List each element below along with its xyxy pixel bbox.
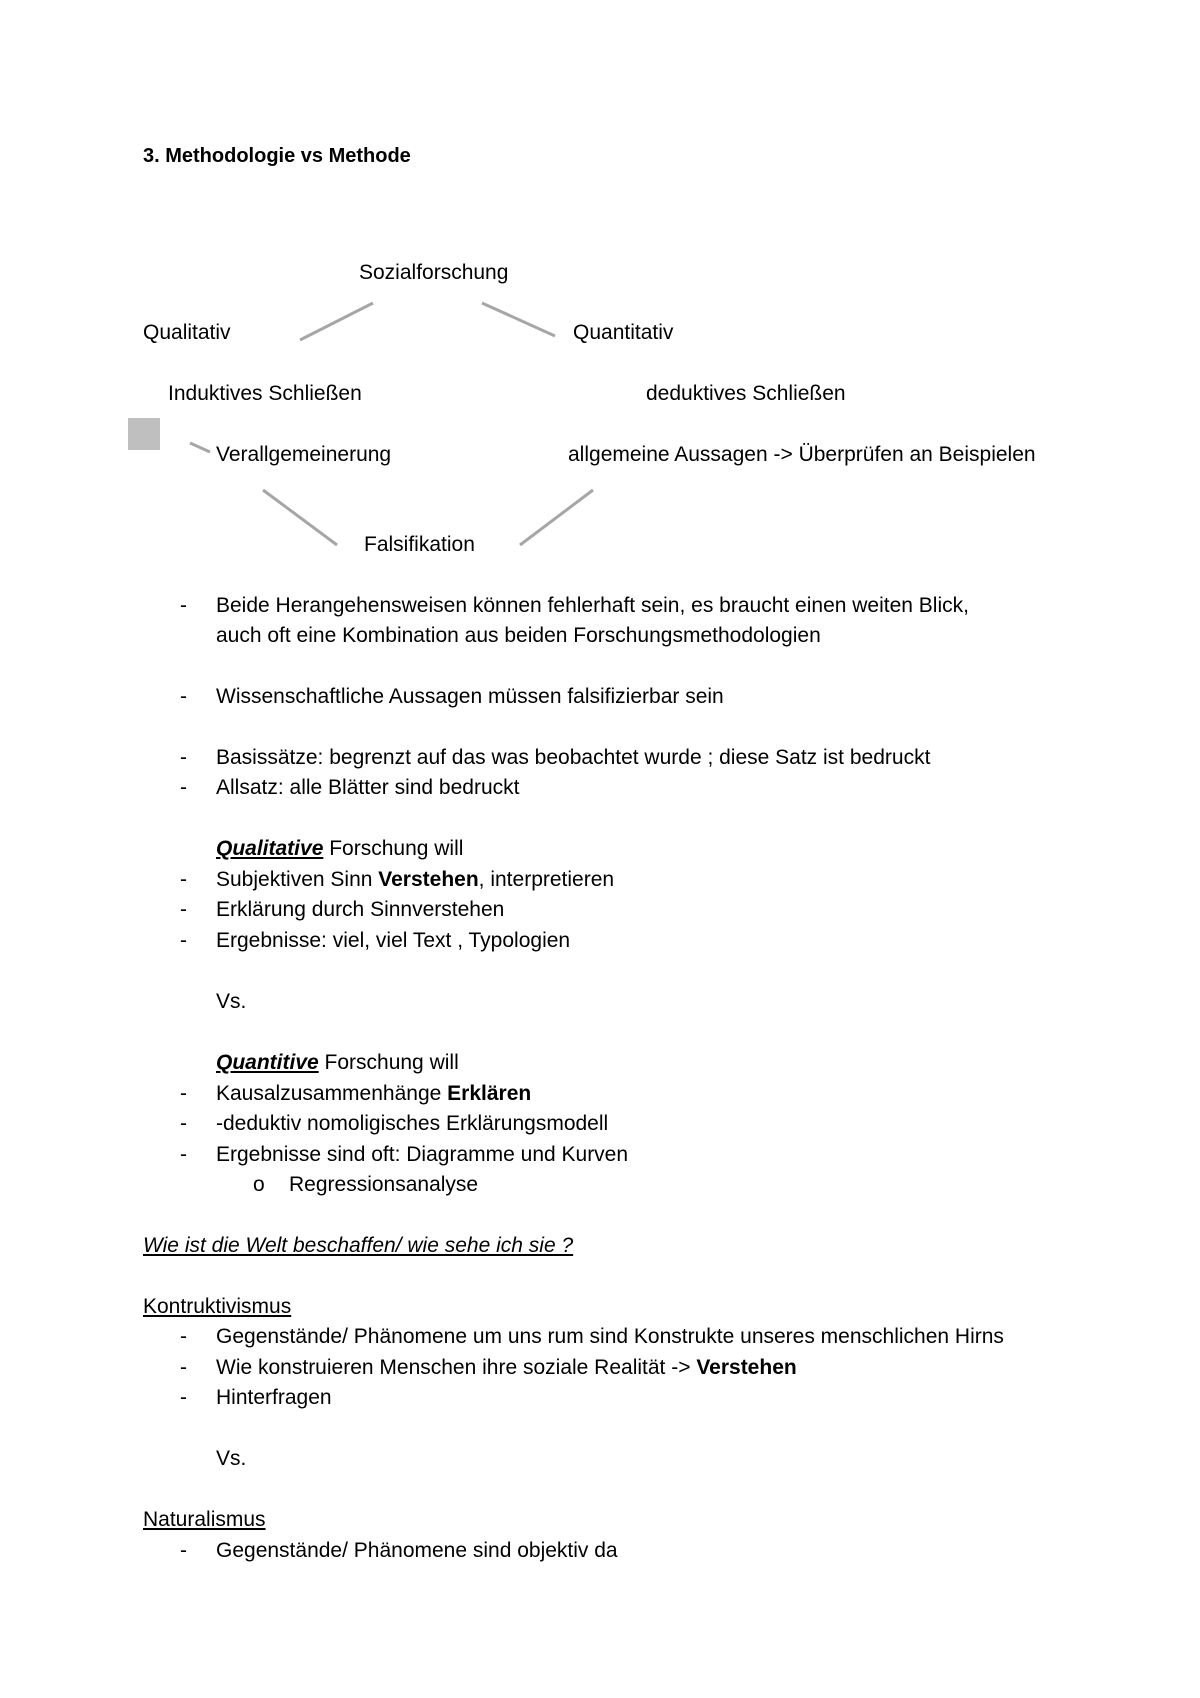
qualitative-item-1-bold: Verstehen [378, 868, 479, 891]
bullet-dash: - [180, 1325, 187, 1348]
diagram-right-result: allgemeine Aussagen -> Überprüfen an Beispielen [568, 443, 1036, 466]
diagram-right-label: Quantitativ [573, 321, 674, 344]
quantitative-heading-rest: Forschung will [318, 1051, 459, 1074]
line-allgemeine-to-falsifikation [520, 490, 593, 545]
diagram-left-reasoning: Induktives Schließen [168, 382, 362, 405]
konstruktivismus-item-1: Gegenstände/ Phänomene um uns rum sind Konstrukte unseres menschlichen Hirns [216, 1325, 1004, 1348]
naturalismus-heading: Naturalismus [143, 1508, 266, 1531]
bullet-dash: - [180, 1539, 187, 1562]
line-root-to-qualitativ [300, 303, 373, 340]
sub-bullet-marker: o [253, 1173, 265, 1196]
bullet-text: Wissenschaftliche Aussagen müssen falsifizierbar sein [216, 685, 724, 708]
line-root-to-quantitativ [482, 303, 555, 336]
qualitative-item-3: Ergebnisse: viel, viel Text , Typologien [216, 929, 571, 952]
diagram-left-result: Verallgemeinerung [216, 443, 392, 466]
qualitative-item-2: Erklärung durch Sinnverstehen [216, 898, 505, 921]
konstruktivismus-item-2-pre: Wie konstruieren Menschen ihre soziale Realität -> [216, 1356, 697, 1379]
bullet-text: Allsatz: alle Blätter sind bedruckt [216, 776, 520, 799]
bullet-text: Beide Herangehensweisen können fehlerhaft sein, es braucht einen weiten Blick, [216, 594, 969, 617]
qualitative-heading-rest: Forschung will [323, 837, 464, 860]
quantitative-item-1-pre: Kausalzusammenhänge [216, 1082, 448, 1105]
bullet-dash: - [180, 1356, 187, 1379]
question-heading: Wie ist die Welt beschaffen/ wie sehe ich sie ? [143, 1234, 574, 1257]
bullet-dash: - [180, 685, 187, 708]
page-title: 3. Methodologie vs Methode [143, 145, 411, 167]
gray-square-marker [128, 418, 160, 450]
diagram-right-reasoning: deduktives Schließen [646, 382, 846, 405]
qualitative-heading-word: Qualitative [216, 837, 324, 860]
quantitative-heading-word: Quantitive [216, 1051, 319, 1074]
naturalismus-item-1: Gegenstände/ Phänomene sind objektiv da [216, 1539, 618, 1562]
bullet-dash: - [180, 594, 187, 617]
bullet-dash: - [180, 1386, 187, 1409]
qualitative-item-1 [216, 867, 614, 893]
bullet-dash: - [180, 929, 187, 952]
bullet-text-continuation: auch oft eine Kombination aus beiden Forschungsmethodologien [216, 624, 821, 647]
konstruktivismus-item-3: Hinterfragen [216, 1386, 332, 1409]
konstruktivismus-item-2 [216, 1355, 797, 1381]
quantitative-item-1-bold: Erklären [447, 1082, 532, 1105]
quantitative-heading [216, 1050, 459, 1076]
quantitative-item-2: -deduktiv nomoligisches Erklärungsmodell [216, 1112, 609, 1135]
konstruktivismus-item-2-bold: Verstehen [696, 1356, 797, 1379]
konstruktivismus-heading: Kontruktivismus [143, 1295, 292, 1318]
quantitative-sub-item-1: Regressionsanalyse [289, 1173, 479, 1196]
vs-label: Vs. [216, 990, 247, 1013]
bullet-dash: - [180, 1082, 187, 1105]
vs-label: Vs. [216, 1447, 247, 1470]
qualitative-item-1-post: , interpretieren [478, 868, 615, 891]
diagram-bottom-label: Falsifikation [364, 533, 475, 556]
qualitative-heading [216, 836, 463, 862]
bullet-dash: - [180, 1112, 187, 1135]
bullet-dash: - [180, 868, 187, 891]
diagram-root-label: Sozialforschung [359, 261, 509, 284]
quantitative-item-3: Ergebnisse sind oft: Diagramme und Kurven [216, 1143, 629, 1166]
line-box-to-verallgemeinerung [190, 443, 210, 452]
qualitative-item-1-pre: Subjektiven Sinn [216, 868, 379, 891]
bullet-dash: - [180, 776, 187, 799]
bullet-text: Basissätze: begrenzt auf das was beobachtet wurde ; diese Satz ist bedruckt [216, 746, 931, 769]
diagram-left-label: Qualitativ [143, 321, 231, 344]
bullet-dash: - [180, 898, 187, 921]
bullet-dash: - [180, 1143, 187, 1166]
line-verallgemeinerung-to-falsifikation [263, 490, 337, 545]
bullet-dash: - [180, 746, 187, 769]
quantitative-item-1 [216, 1081, 531, 1107]
